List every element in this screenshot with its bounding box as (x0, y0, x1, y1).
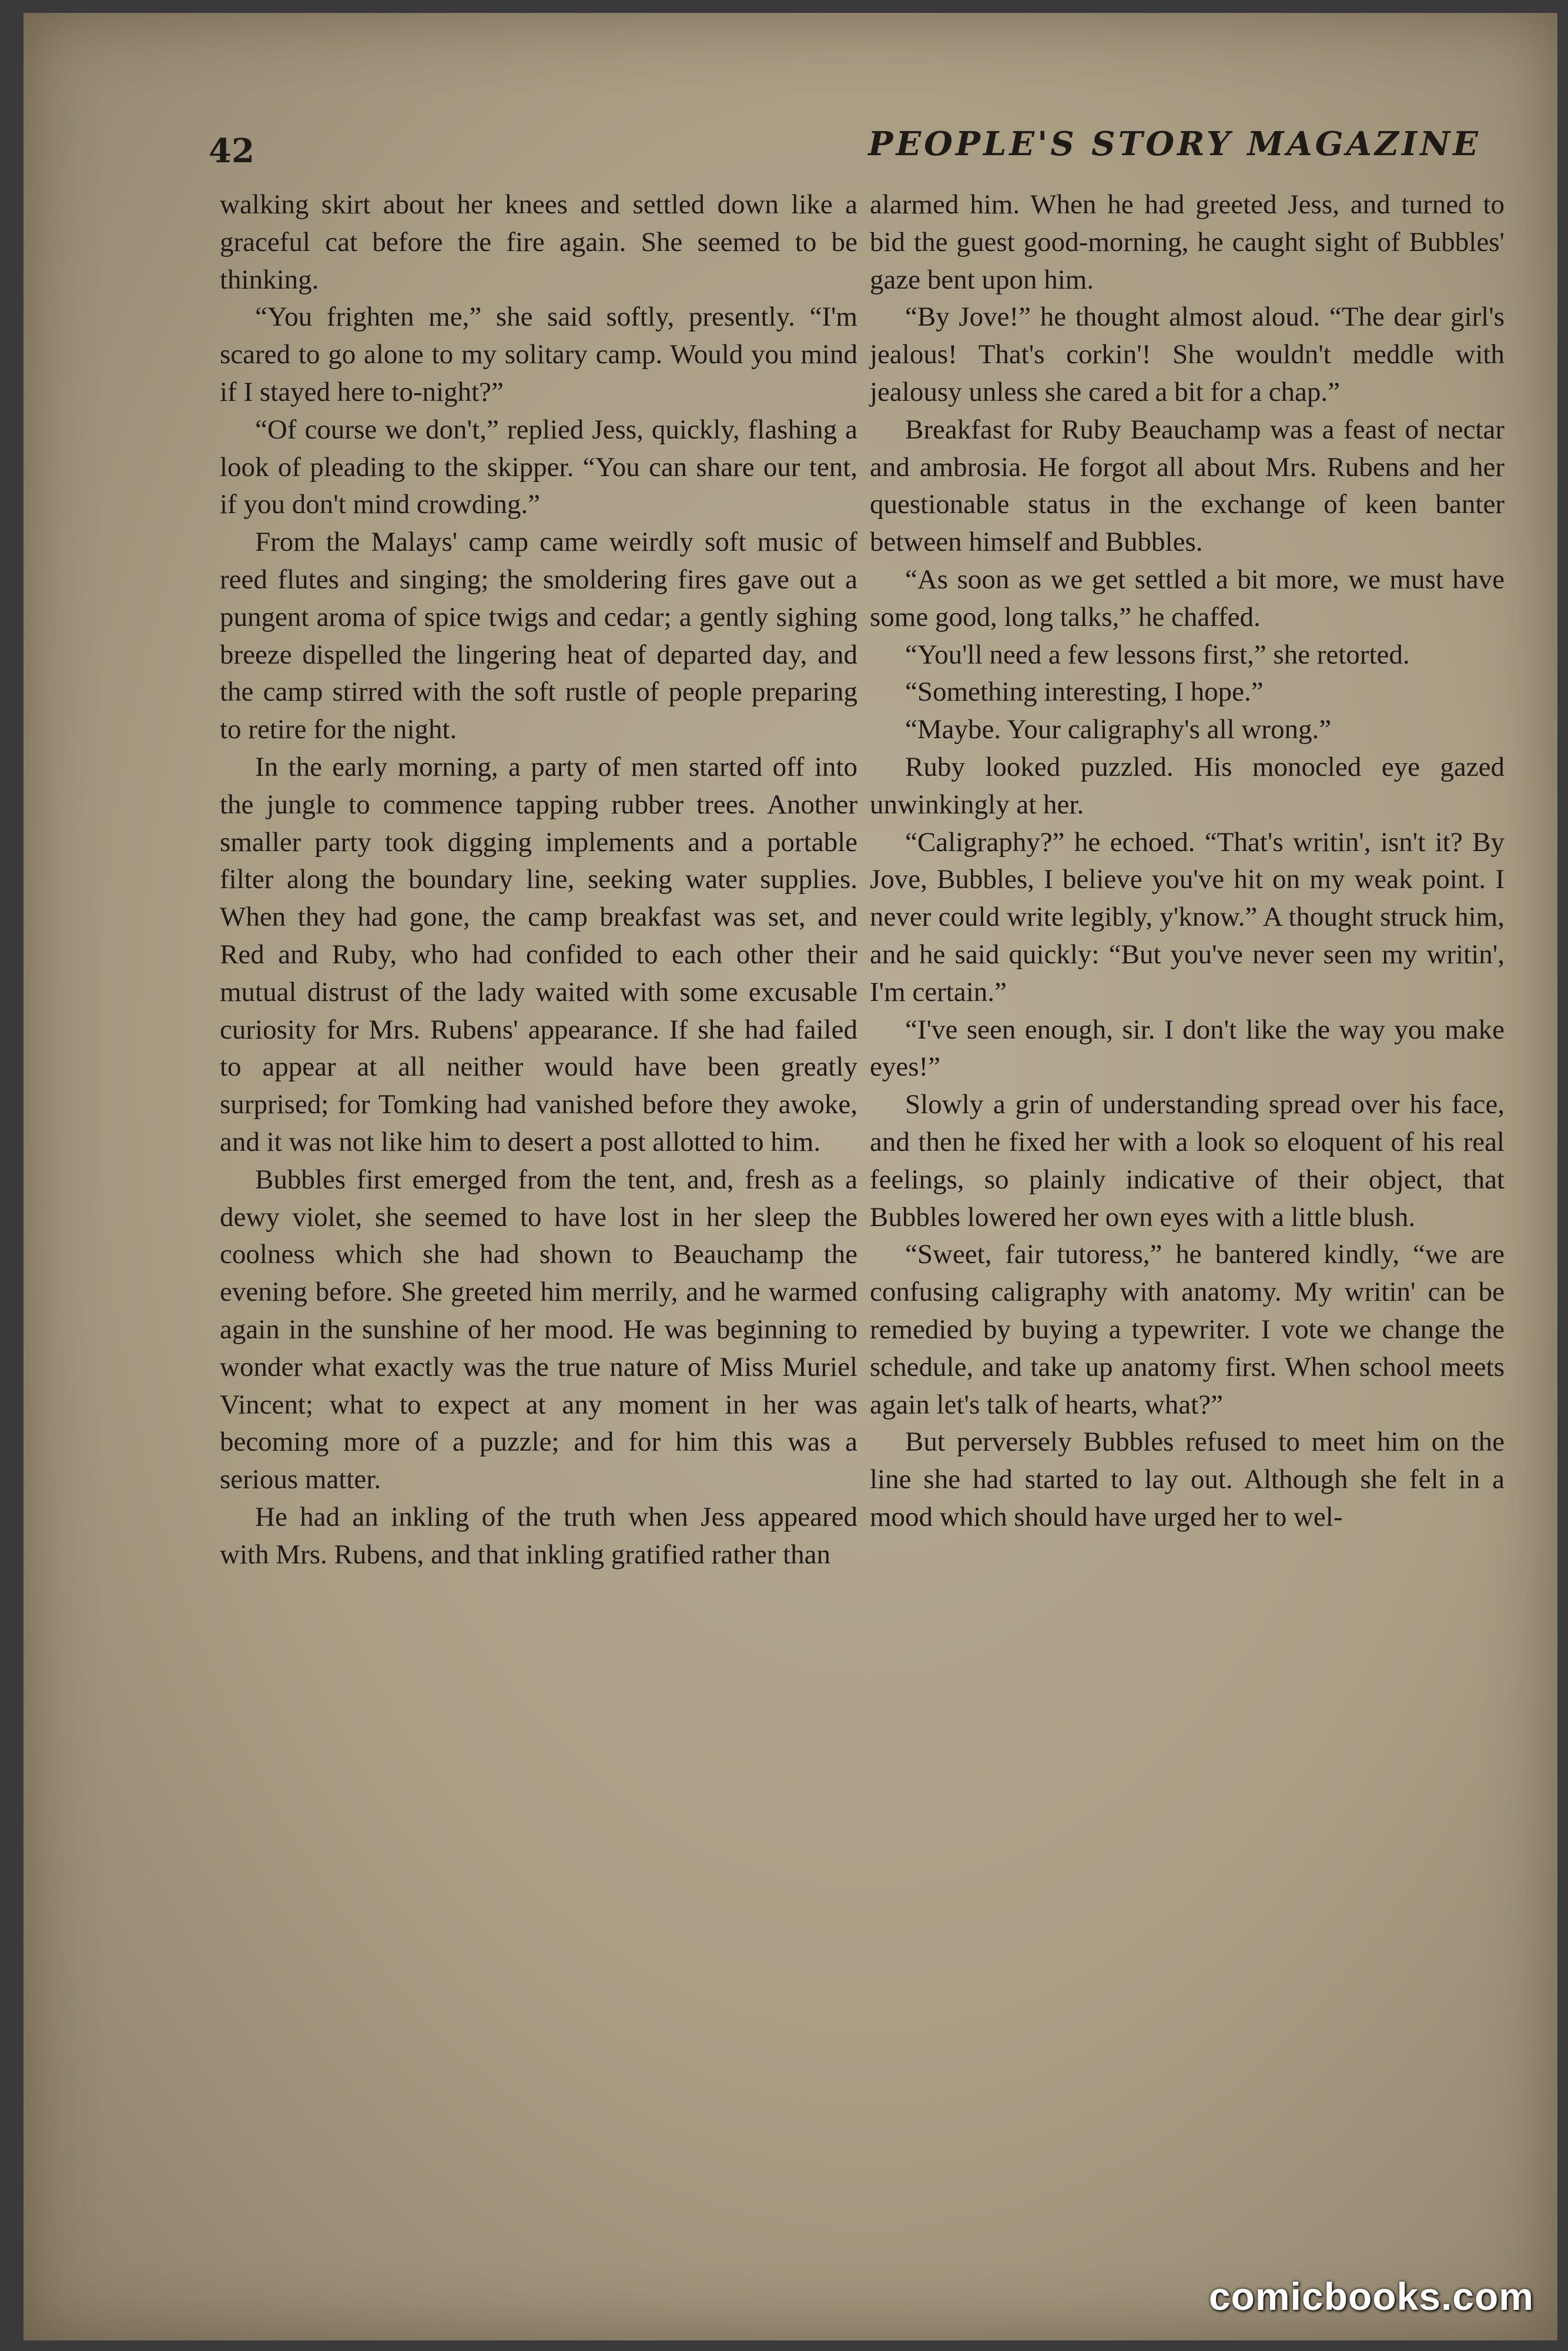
paragraph: “Maybe. Your caligraphy's all wrong.” (905, 714, 1332, 745)
paragraph: Breakfast for Ruby Beauchamp was a feast of nectar and ambrosia. He forgot all about Mrs. Rubens and her questionable status in the exchange of keen banter between himself and Bubbles. (870, 414, 1505, 558)
paragraph: Ruby looked puzzled. His monocled eye gazed unwinkingly at her. (870, 751, 1505, 820)
paragraph: In the early morning, a party of men started off into the jungle to commence tapping rubber trees. Another smaller party took digging implements and a portable filter along the boundary line, seeking water supplies. When they had gone, the camp breakfast was set, and Red and Ruby, who had confided to each other their mutual distrust of the lady waited with some excusable curiosity for Mrs. Rubens' appearance. If she had failed to appear at all neither would have been greatly surprised; for Tomking had vanished before they awoke, and it was not like him to desert a post allotted to him. (220, 751, 857, 1157)
site-watermark: comicbooks.com (1208, 2275, 1534, 2318)
paragraph: But perversely Bubbles refused to meet him on the line she had started to lay out. Although she felt in a mood which should have urged her to wel- (870, 1426, 1505, 1532)
page-number: 42 (209, 132, 254, 170)
paragraph: He had an inkling of the truth when Jess appeared with Mrs. Rubens, and that inkling gratified rather than (220, 1501, 857, 1570)
page-header (24, 125, 1557, 170)
right-column (870, 186, 1505, 1536)
paragraph: “As soon as we get settled a bit more, we must have some good, long talks,” he chaffed. (870, 564, 1505, 632)
paragraph: alarmed him. When he had greeted Jess, and turned to bid the guest good-morning, he caught sight of Bubbles' gaze bent upon him. (870, 189, 1505, 295)
paragraph: “I've seen enough, sir. I don't like the way you make eyes!” (870, 1014, 1505, 1083)
paragraph: Slowly a grin of understanding spread over his face, and then he fixed her with a look so eloquent of his real feelings, so plainly indicative of their object, that Bubbles lowered her own eyes with a little blush. (870, 1089, 1505, 1233)
paragraph: “You frighten me,” she said softly, presently. “I'm scared to go alone to my solitary camp. Would you mind if I stayed here to-night?” (220, 302, 857, 407)
paragraph: walking skirt about her knees and settled down like a graceful cat before the fire again. She seemed to be thinking. (220, 189, 857, 295)
paragraph: “Caligraphy?” he echoed. “That's writin', isn't it? By Jove, Bubbles, I believe you've hit on my weak point. I never could write legibly, y'know.” A thought struck him, and he said quickly: “But you've never seen my writin', I'm certain.” (870, 826, 1505, 1007)
paragraph: “Sweet, fair tutoress,” he bantered kindly, “we are confusing caligraphy with anatomy. My writin' can be remedied by buying a typewriter. I vote we change the schedule, and take up anatomy first. When school meets again let's talk of hearts, what?” (870, 1239, 1505, 1420)
left-column (220, 186, 857, 1573)
paragraph: “You'll need a few lessons first,” she retorted. (905, 639, 1410, 670)
paragraph: “By Jove!” he thought almost aloud. “The dear girl's jealous! That's corkin'! She wouldn't meddle with jealousy unless she cared a bit for a chap.” (870, 302, 1505, 407)
paragraph: “Something interesting, I hope.” (905, 677, 1264, 708)
magazine-page (24, 13, 1557, 2340)
paragraph: “Of course we don't,” replied Jess, quickly, flashing a look of pleading to the skipper. “You can share our tent, if you don't mind crowding.” (220, 414, 857, 520)
paragraph: Bubbles first emerged from the tent, and, fresh as a dewy violet, she seemed to have lost in her sleep the coolness which she had shown to Beauchamp the evening before. She greeted him merrily, and he warmed again in the sunshine of her mood. He was beginning to wonder what exactly was the true nature of Miss Muriel Vincent; what to expect at any moment in her was becoming more of a puzzle; and for him this was a serious matter. (220, 1164, 857, 1495)
paragraph: From the Malays' camp came weirdly soft music of reed flutes and singing; the smoldering fires gave out a pungent aroma of spice twigs and cedar; a gently sighing breeze dispelled the lingering heat of departed day, and the camp stirred with the soft rustle of people preparing to retire for the night. (220, 527, 857, 745)
magazine-title: PEOPLE'S STORY MAGAZINE (868, 125, 1481, 163)
